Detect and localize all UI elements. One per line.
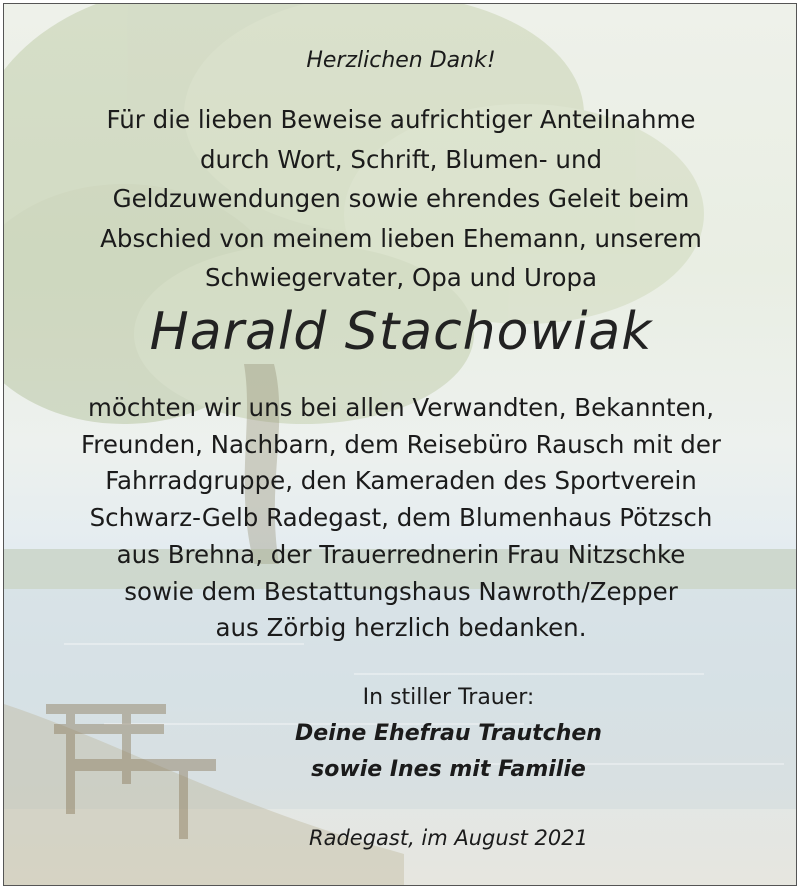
mourners-block — [249, 680, 648, 788]
obituary-card — [3, 3, 797, 886]
place-date: Radegast, im August 2021 — [308, 826, 588, 850]
thanks-line: sowie dem Bestattungshaus Nawroth/Zepper — [124, 576, 678, 606]
intro-line: Für die lieben Beweise aufrichtiger Anteilnahme — [106, 105, 696, 134]
mourner-line: sowie Ines mit Familie — [311, 757, 586, 782]
mourner-line: Deine Ehefrau Trautchen — [295, 721, 602, 746]
thanks-line: Freunden, Nachbarn, dem Reisebüro Rausch mit der — [80, 429, 721, 459]
thanks-line: Schwarz-Gelb Radegast, dem Blumenhaus Pötzsch — [89, 503, 713, 533]
mourning-intro: In stiller Trauer: — [362, 685, 535, 710]
intro-line: Abschied von meinem lieben Ehemann, unserem — [100, 223, 702, 253]
heading: Herzlichen Dank! — [306, 48, 496, 73]
thanks-line: möchten wir uns bei allen Verwandten, Bekannten, — [87, 393, 715, 422]
intro-line: Schwiegervater, Opa und Uropa — [204, 263, 598, 292]
intro-line: Geldzuwendungen sowie ehrendes Geleit beim — [112, 184, 690, 213]
deceased-name: Harald Stachowiak — [149, 302, 653, 362]
thanks-line: aus Zörbig herzlich bedanken. — [215, 613, 587, 643]
intro-line: durch Wort, Schrift, Blumen- und — [199, 144, 603, 174]
thanks-line: aus Brehna, der Trauerrednerin Frau Nitzschke — [116, 539, 686, 569]
thanks-line: Fahrradgruppe, den Kameraden des Sportverein — [105, 466, 697, 496]
intro-text — [44, 100, 758, 298]
thanks-text — [24, 390, 778, 647]
